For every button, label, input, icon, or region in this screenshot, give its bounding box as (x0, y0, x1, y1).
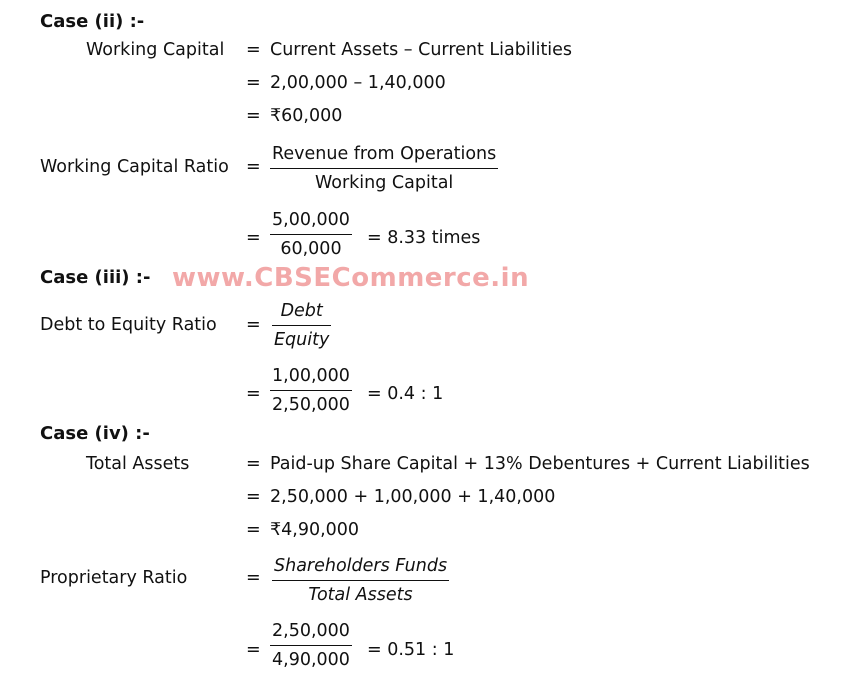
equals-sign: = (246, 384, 261, 404)
fraction-denominator: 2,50,000 (272, 395, 350, 415)
fraction-numerator: Debt (272, 300, 331, 326)
working-capital-formula: Current Assets – Current Liabilities (270, 40, 573, 60)
equals-sign: = (246, 228, 261, 248)
case-ii-heading: Case (ii) :- (40, 11, 145, 32)
watermark: www.CBSECommerce.in (172, 263, 530, 293)
equals-sign: = (246, 520, 261, 540)
fraction-denominator: Equity (274, 330, 330, 350)
equals-sign: = (246, 73, 261, 93)
total-assets-result: ₹4,90,000 (270, 520, 360, 540)
working-capital-ratio-label: Working Capital Ratio (40, 157, 229, 177)
debt-equity-ratio-fraction (272, 300, 331, 351)
equals-sign: = (246, 568, 261, 588)
working-capital-ratio-value-fraction (270, 209, 352, 260)
equals-sign: = (246, 157, 261, 177)
fraction-numerator: 5,00,000 (270, 209, 352, 235)
equals-sign: = (246, 487, 261, 507)
fraction-numerator: 1,00,000 (270, 365, 352, 391)
working-capital-result: ₹60,000 (270, 106, 343, 126)
working-capital-ratio-result: = 8.33 times (367, 228, 481, 248)
fraction-denominator: Working Capital (314, 173, 454, 193)
debt-equity-ratio-result: = 0.4 : 1 (367, 384, 444, 404)
fraction-numerator: Shareholders Funds (272, 555, 449, 581)
equals-sign: = (246, 315, 261, 335)
proprietary-ratio-label: Proprietary Ratio (40, 568, 188, 588)
total-assets-values: 2,50,000 + 1,00,000 + 1,40,000 (270, 487, 556, 507)
fraction-denominator: Total Assets (308, 585, 413, 605)
fraction-denominator: 60,000 (280, 239, 342, 259)
equals-sign: = (246, 454, 261, 474)
equals-sign: = (246, 640, 261, 660)
fraction-denominator: 4,90,000 (272, 650, 350, 670)
working-capital-values: 2,00,000 – 1,40,000 (270, 73, 446, 93)
debt-equity-ratio-label: Debt to Equity Ratio (40, 315, 217, 335)
total-assets-formula: Paid-up Share Capital + 13% Debentures + Current Liabilities (270, 454, 810, 474)
working-capital-ratio-fraction (270, 143, 498, 194)
fraction-numerator: Revenue from Operations (270, 143, 498, 169)
fraction-numerator: 2,50,000 (270, 620, 352, 646)
total-assets-label: Total Assets (86, 454, 190, 474)
case-iii-heading: Case (iii) :- (40, 267, 151, 288)
case-iv-heading: Case (iv) :- (40, 423, 150, 444)
working-capital-label: Working Capital (86, 40, 225, 60)
equals-sign: = (246, 106, 261, 126)
debt-equity-ratio-value-fraction (270, 365, 352, 416)
proprietary-ratio-fraction (272, 555, 449, 606)
proprietary-ratio-value-fraction (270, 620, 352, 671)
proprietary-ratio-result: = 0.51 : 1 (367, 640, 455, 660)
equals-sign: = (246, 40, 261, 60)
